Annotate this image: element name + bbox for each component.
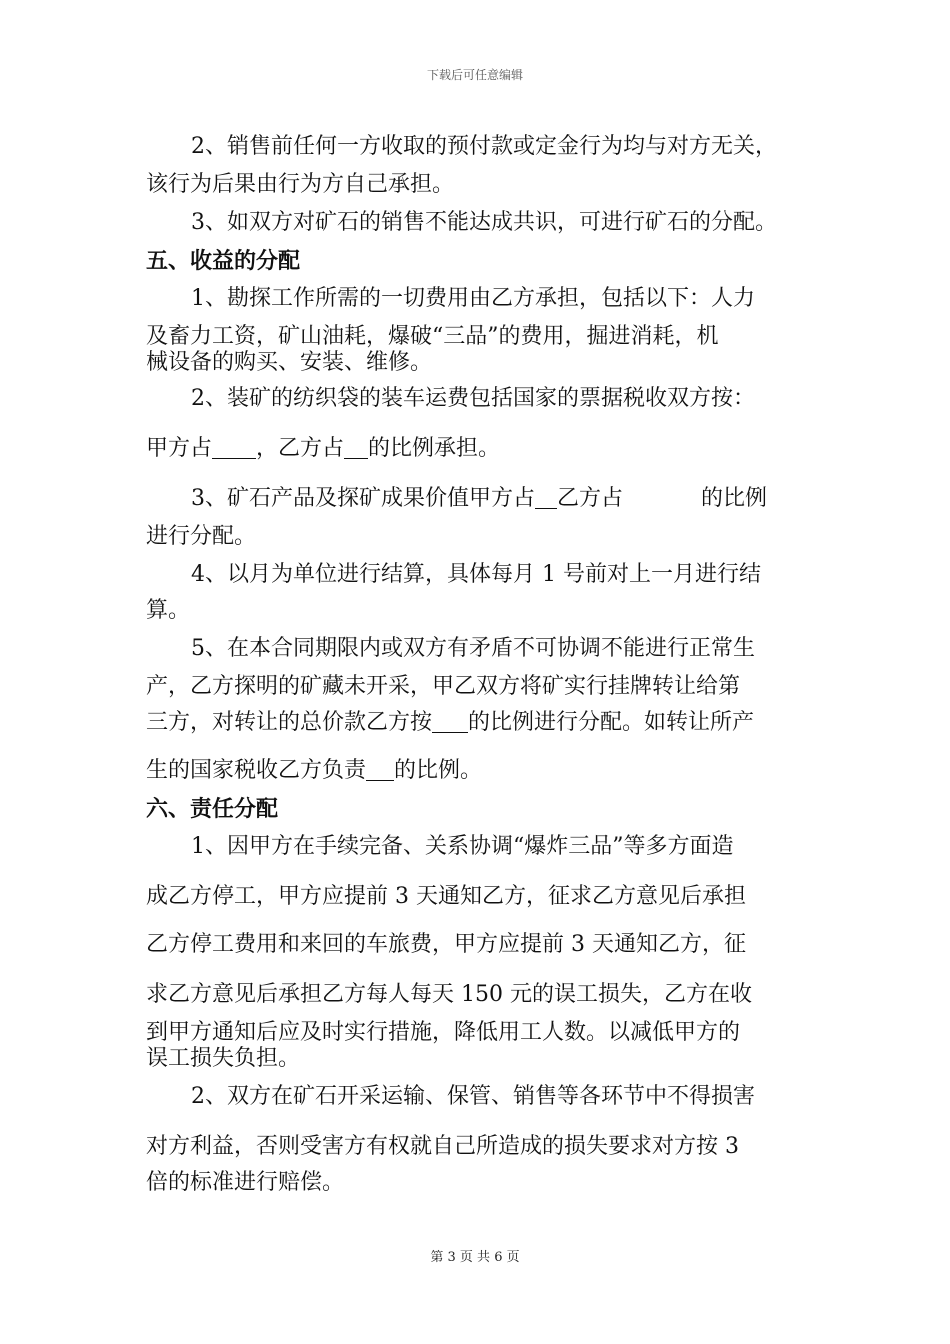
s6-p1-line2: 成乙方停工，甲方应提前 3 天通知乙方，征求乙方意见后承担 (146, 884, 746, 909)
s6-p1-line4: 求乙方意见后承担乙方每人每天 150 元的误工损失，乙方在收 (146, 982, 752, 1007)
s6-p2-line1: 2、双方在矿石开采运输、保管、销售等各环节中不得损害 (191, 1084, 755, 1109)
s6-p2-line2: 对方利益，否则受害方有权就自己所造成的损失要求对方按 3 (146, 1134, 739, 1159)
blank-field (344, 436, 368, 459)
s6-p1-line5: 到甲方通知后应及时实行措施，降低用工人数。以减低甲方的 (146, 1020, 741, 1045)
s6-p2-line3: 倍的标准进行赔偿。 (146, 1170, 345, 1195)
s6-p1-line1: 1、因甲方在手续完备、关系协调“爆炸三品”等多方面造 (191, 834, 734, 859)
s5-p5-l4b: 的比例。 (394, 758, 483, 783)
s5-p5-l4a: 生的国家税收乙方负责 (146, 758, 367, 783)
s5-p3-line2: 进行分配。 (146, 524, 257, 549)
s5-p4-line2: 算。 (146, 598, 191, 623)
s4-p3: 3、如双方对矿石的销售不能达成共识，可进行矿石的分配。 (191, 210, 777, 235)
s4-p2-line1: 2、销售前任何一方收取的预付款或定金行为均与对方无关， (191, 134, 777, 159)
s6-p1-line3: 乙方停工费用和来回的车旅费，甲方应提前 3 天通知乙方，征 (146, 932, 746, 957)
s5-p5-l3a: 三方，对转让的总价款乙方按 (146, 710, 433, 735)
s5-p1-line2: 及畜力工资，矿山油耗，爆破“三品”的费用，掘进消耗，机 (146, 324, 719, 349)
blank-field (366, 758, 394, 781)
s5-p3-party-a: 3、矿石产品及探矿成果价值甲方占 (191, 486, 535, 511)
s5-p2-line1: 2、装矿的纺织袋的装车运费包括国家的票据税收双方按： (191, 386, 755, 411)
s5-p2-party-a: 甲方占 (146, 436, 213, 461)
page-header: 下载后可任意编辑 (426, 68, 523, 82)
blank-field (535, 486, 557, 509)
s5-p5-line1: 5、在本合同期限内或双方有矛盾不可协调不能进行正常生 (191, 636, 755, 661)
s5-p2-line2 (146, 436, 500, 462)
s5-p1-line1: 1、勘探工作所需的一切费用由乙方承担，包括以下：人力 (191, 286, 755, 311)
page-footer: 第 3 页 共 6 页 (430, 1250, 520, 1265)
section5-heading: 五、收益的分配 (146, 248, 301, 274)
section6-heading: 六、责任分配 (146, 796, 279, 822)
s6-p1-line6: 误工损失负担。 (146, 1046, 301, 1071)
s5-p1-line3: 械设备的购买、安装、维修。 (146, 350, 433, 375)
s5-p5-line4 (146, 758, 482, 784)
s5-p5-l3b: 的比例进行分配。如转让所产 (468, 710, 755, 735)
s5-p2-party-b: ，乙方占 (256, 436, 345, 461)
s4-p2-line2: 该行为后果由行为方自己承担。 (146, 172, 455, 197)
blank-field (432, 710, 468, 733)
s5-p5-line2: 产，乙方探明的矿藏未开采，甲乙双方将矿实行挂牌转让给第 (146, 674, 741, 699)
s5-p3-party-b: 乙方占 (557, 486, 624, 511)
blank-field (212, 436, 256, 459)
s5-p3-tail: 的比例 (701, 486, 768, 511)
s5-p4-line1: 4、以月为单位进行结算，具体每月 1 号前对上一月进行结 (191, 562, 761, 587)
s5-p2-tail: 的比例承担。 (368, 436, 501, 461)
s5-p3-line1 (191, 486, 767, 512)
s5-p5-line3 (146, 710, 754, 736)
